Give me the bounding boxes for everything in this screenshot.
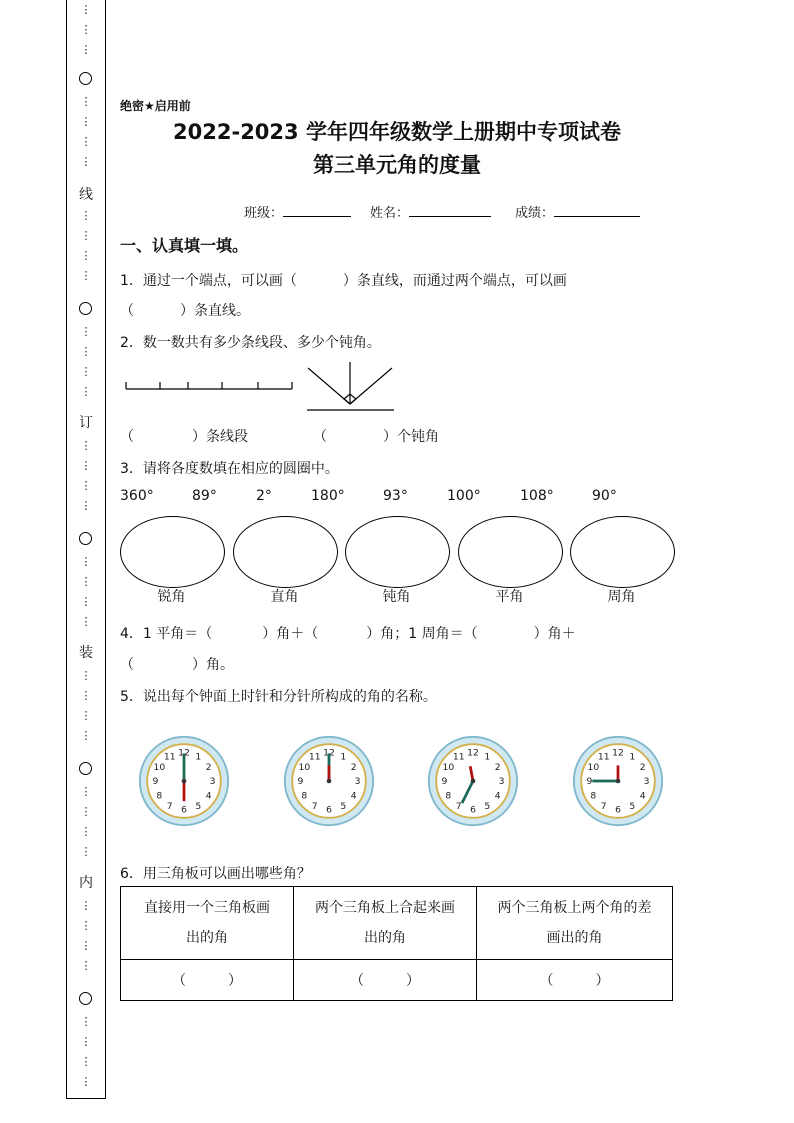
score-label: 成绩：: [515, 206, 555, 221]
clock-number: 4: [494, 790, 501, 802]
clock-number: 11: [308, 751, 321, 763]
degree-value: 90°: [592, 488, 617, 504]
clock-number: 8: [445, 790, 452, 802]
q1-text-a: 1．通过一个端点，可以画（: [120, 273, 297, 289]
triangle-ruler-table: [120, 886, 673, 1001]
q1-text-b: ）条直线，而通过两个端点，可以画: [342, 273, 567, 289]
clock-number: 3: [498, 776, 505, 788]
clock-number: 6: [181, 804, 187, 816]
clock-number: 5: [340, 800, 347, 812]
q2-answer-segments: [120, 426, 248, 446]
q4-line2: [120, 654, 234, 674]
table-header-cell: [477, 887, 673, 960]
clock-number: 11: [163, 751, 176, 763]
full-label: 周角: [607, 589, 636, 605]
clock-number: 8: [590, 790, 597, 802]
degree-value: 2°: [256, 488, 272, 504]
table-header-cell: [294, 887, 477, 960]
clock-number: 10: [298, 761, 311, 773]
margin-circle: [79, 72, 92, 85]
dotted-line: ⋮ ⋮ ⋮ ⋮: [80, 899, 92, 972]
dotted-line: ⋮ ⋮ ⋮ ⋮: [80, 1015, 92, 1088]
q1-text-d: ）条直线。: [180, 303, 250, 319]
clock-number: 7: [600, 800, 607, 812]
q5-prompt: 5．说出每个钟面上时针和分针所构成的角的名称。: [120, 689, 437, 705]
clock-number: 9: [152, 776, 159, 788]
class-field: [244, 202, 351, 221]
clock-number: 12: [612, 747, 624, 759]
clock-number: 10: [587, 761, 600, 773]
straight-oval[interactable]: [458, 516, 563, 588]
q3-prompt: 3．请将各度数填在相应的圆圈中。: [120, 461, 339, 477]
dotted-line: ⋮ ⋮ ⋮ ⋮: [80, 325, 92, 398]
margin-char-xian: 线: [79, 187, 93, 203]
acute-label: 锐角: [157, 589, 186, 605]
degree-value: 360°: [120, 488, 154, 504]
name-label: 姓名：: [370, 206, 410, 221]
q1-line1: [120, 270, 567, 290]
clock-number: 3: [209, 776, 216, 788]
clock-number: 7: [455, 800, 462, 812]
dotted-line: ⋮ ⋮ ⋮ ⋮: [80, 555, 92, 628]
secret-label: 绝密★启用前: [120, 99, 191, 113]
margin-circle: [79, 762, 92, 775]
clock-number: 1: [484, 751, 491, 763]
dotted-line: ⋮ ⋮ ⋮ ⋮: [80, 669, 92, 742]
clock-number: 5: [195, 800, 202, 812]
clock-number: 3: [354, 776, 361, 788]
section1-heading: 一、认真填一填。: [120, 236, 249, 255]
score-field: [515, 202, 640, 221]
clock-number: 5: [484, 800, 491, 812]
right-oval[interactable]: [233, 516, 338, 588]
clock-number: 7: [166, 800, 173, 812]
dotted-line: ⋮ ⋮ ⋮ ⋮: [80, 209, 92, 282]
header-line: 两个三角板上合起来画: [315, 900, 455, 916]
clock-number: 2: [350, 761, 357, 773]
clock-number: 7: [311, 800, 318, 812]
clock-2: [283, 735, 375, 827]
clock-number: 2: [494, 761, 501, 773]
straight-label: 平角: [495, 589, 524, 605]
clock-number: 10: [153, 761, 166, 773]
q2-ans2-text: ）个钝角: [383, 429, 439, 445]
clock-number: 8: [156, 790, 163, 802]
q4-line1: [120, 623, 576, 643]
clock-number: 9: [297, 776, 304, 788]
header-line: 出的角: [186, 930, 228, 946]
dotted-line: ⋮ ⋮ ⋮ ⋮: [80, 95, 92, 168]
clock-number: 8: [301, 790, 308, 802]
clock-number: 6: [470, 804, 476, 816]
margin-circle: [79, 302, 92, 315]
header-line: 直接用一个三角板画: [144, 900, 270, 916]
q4-text-c: ）角；1 周角＝（: [366, 626, 478, 642]
q1-text-c: （: [120, 303, 134, 319]
table-header-row: [121, 887, 673, 960]
margin-circle: [79, 532, 92, 545]
clock-1: [138, 735, 230, 827]
segment-figure: [126, 382, 292, 389]
q4-text-d: ）角＋: [533, 626, 576, 642]
dotted-line: ⋮ ⋮ ⋮ ⋮: [80, 439, 92, 512]
clock-number: 2: [639, 761, 646, 773]
q1-line2: [120, 300, 250, 320]
clock-4: [572, 735, 664, 827]
name-blank[interactable]: [409, 202, 491, 217]
clock-number: 12: [178, 747, 190, 759]
answer-cell[interactable]: （ ）: [294, 960, 477, 1001]
clock-number: 9: [441, 776, 448, 788]
table-answer-row: [121, 960, 673, 1001]
q2-answer-obtuse: [313, 426, 439, 446]
clock-number: 10: [442, 761, 455, 773]
clock-number: 9: [586, 776, 593, 788]
q2-ans2-open: （: [313, 429, 327, 445]
degree-value: 93°: [383, 488, 408, 504]
name-field: [370, 202, 491, 221]
q4-text-a: 4．1 平角＝（: [120, 626, 213, 642]
obtuse-oval[interactable]: [345, 516, 450, 588]
full-oval[interactable]: [570, 516, 675, 588]
header-line: 出的角: [364, 930, 406, 946]
dotted-line: ⋮ ⋮ ⋮ ⋮: [80, 785, 92, 858]
margin-char-nei: 内: [79, 875, 93, 891]
clock-number: 12: [323, 747, 335, 759]
header-line: 画出的角: [546, 930, 603, 946]
degree-value: 108°: [520, 488, 554, 504]
table-header-cell: [121, 887, 294, 960]
dotted-line: ⋮ ⋮ ⋮: [80, 3, 92, 56]
header-line: 两个三角板上两个角的差: [497, 900, 652, 916]
clock-number: 1: [195, 751, 202, 763]
answer-cell[interactable]: （ ）: [477, 960, 673, 1001]
margin-char-zhuang: 装: [79, 645, 93, 661]
clock-number: 6: [615, 804, 621, 816]
class-blank[interactable]: [283, 202, 351, 217]
answer-cell[interactable]: （ ）: [121, 960, 294, 1001]
q6-prompt: 6．用三角板可以画出哪些角？: [120, 866, 311, 882]
margin-circle: [79, 992, 92, 1005]
q2-figures: [124, 362, 404, 414]
degree-value: 89°: [192, 488, 217, 504]
q4-text-f: ）角。: [192, 657, 234, 673]
degree-value: 180°: [311, 488, 345, 504]
angle-figure: [307, 362, 394, 410]
degree-value: 100°: [447, 488, 481, 504]
page-title: 2022-2023 学年四年级数学上册期中专项试卷: [173, 120, 621, 144]
clock-number: 5: [629, 800, 636, 812]
acute-oval[interactable]: [120, 516, 225, 588]
q2-ans1-text: ）条线段: [192, 429, 248, 445]
clock-number: 4: [639, 790, 646, 802]
clock-3: [427, 735, 519, 827]
clock-number: 4: [350, 790, 357, 802]
q4-text-b: ）角＋（: [262, 626, 319, 642]
clock-number: 12: [467, 747, 479, 759]
q2-ans1-open: （: [120, 429, 134, 445]
clock-number: 2: [205, 761, 212, 773]
clock-number: 1: [340, 751, 347, 763]
clock-number: 1: [629, 751, 636, 763]
page-subtitle: 第三单元角的度量: [313, 153, 481, 177]
q2-prompt: 2．数一数共有多少条线段、多少个钝角。: [120, 335, 381, 351]
q4-text-e: （: [120, 657, 134, 673]
class-label: 班级：: [244, 206, 284, 221]
clock-number: 11: [452, 751, 465, 763]
clock-number: 4: [205, 790, 212, 802]
margin-char-ding: 订: [79, 415, 93, 431]
score-blank[interactable]: [554, 202, 640, 217]
right-label: 直角: [270, 589, 299, 605]
clock-number: 3: [643, 776, 650, 788]
clock-number: 11: [597, 751, 610, 763]
obtuse-label: 钝角: [382, 589, 411, 605]
clock-number: 6: [326, 804, 332, 816]
